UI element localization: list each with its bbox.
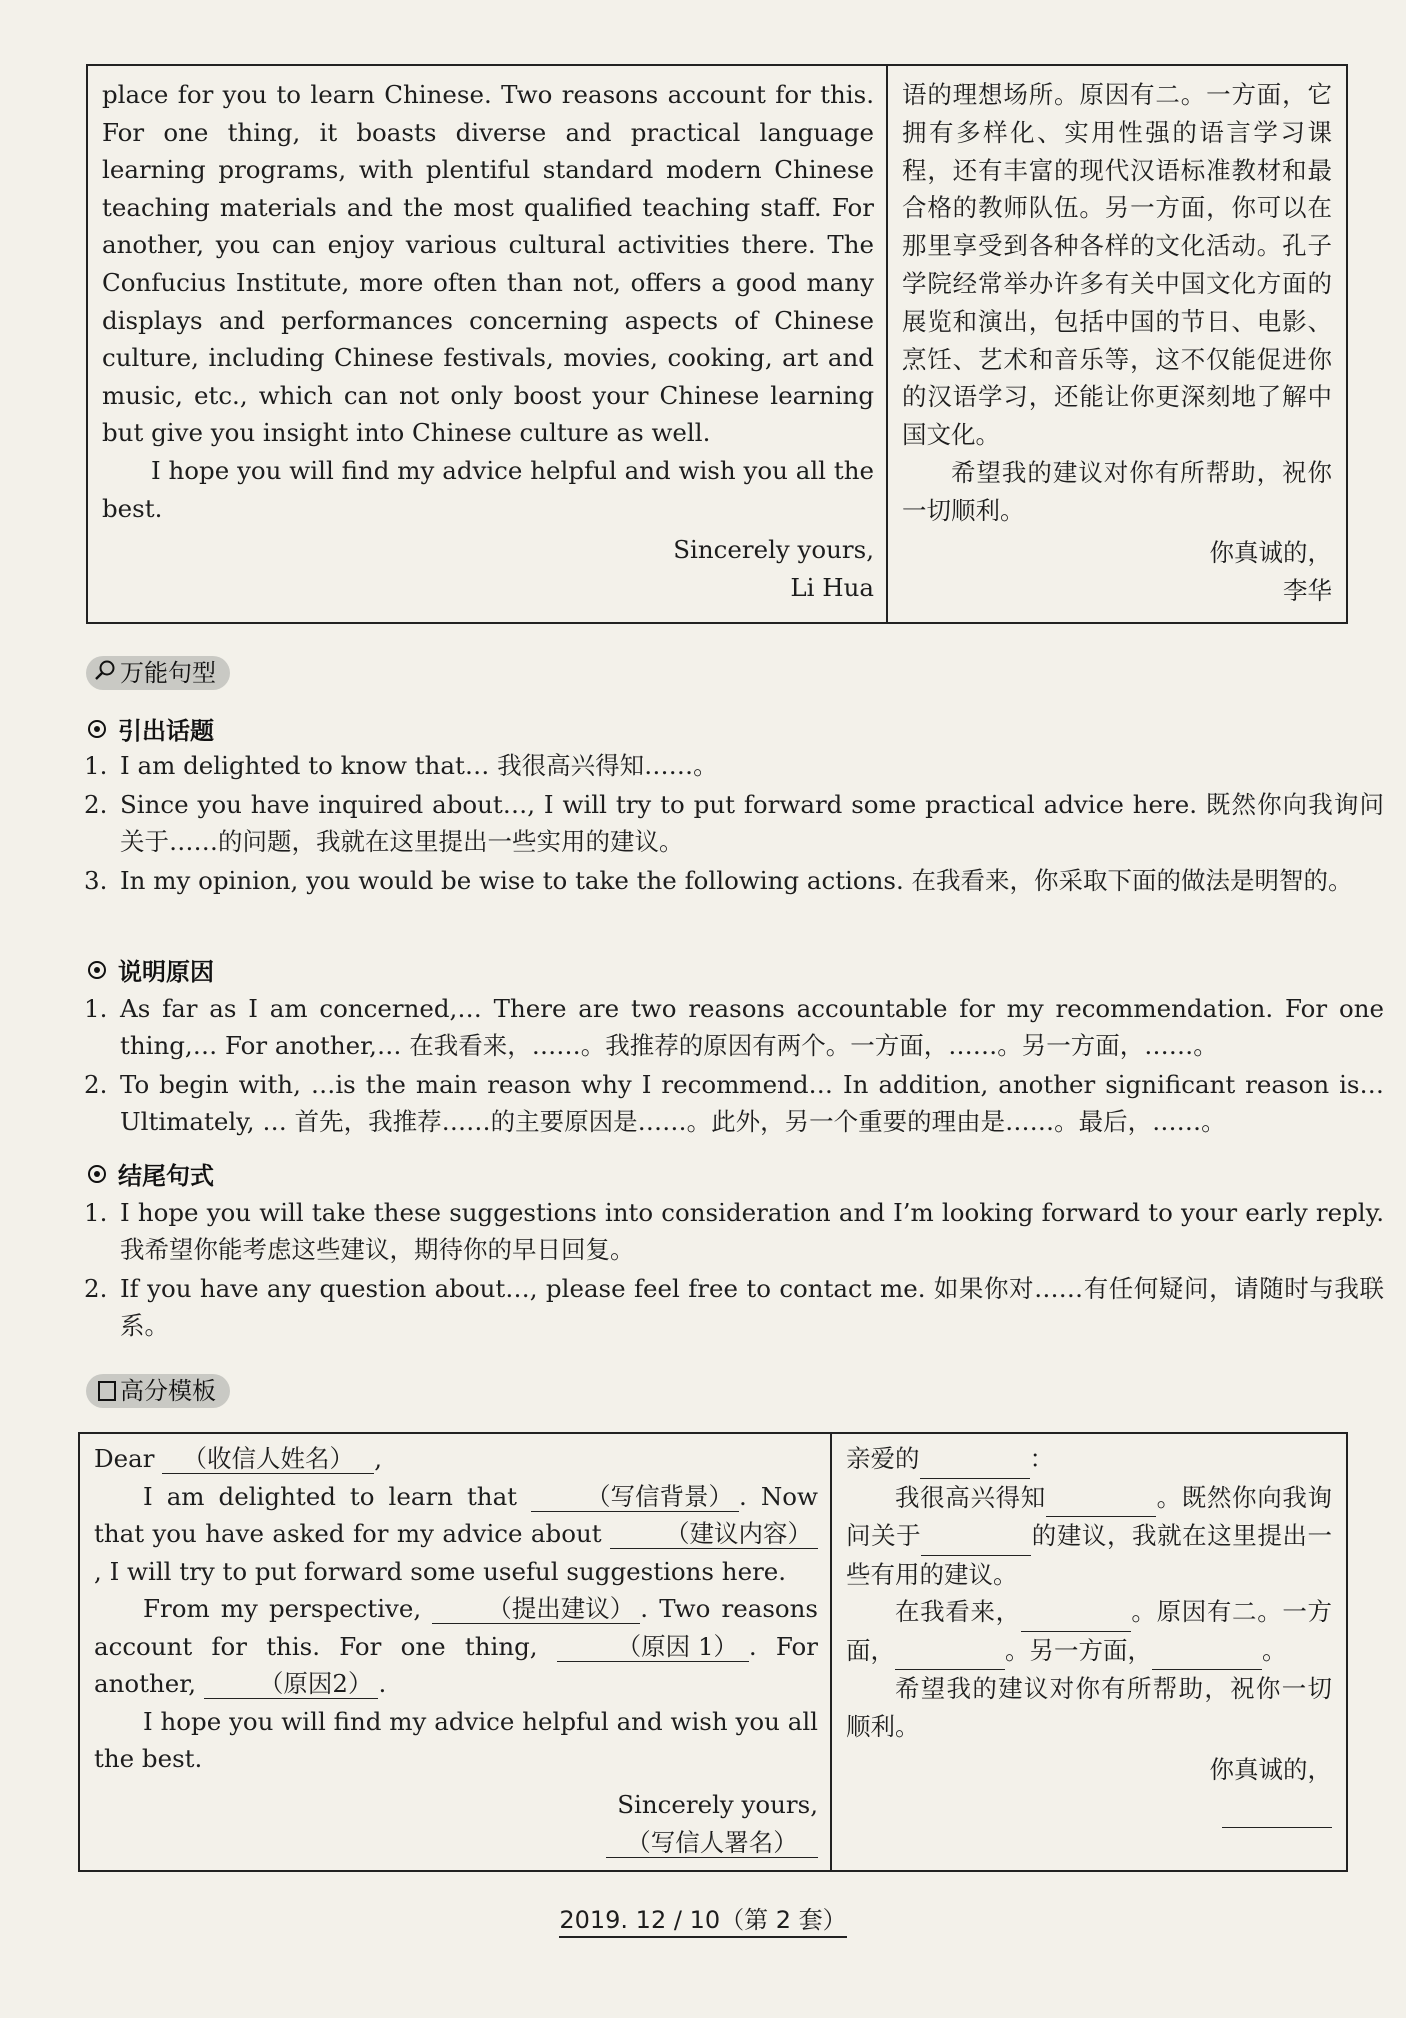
letter-english-column (88, 66, 888, 622)
sentence-item: 3. In my opinion, you would be wise to take the following actions. 在我看来，你采取下面的做法是明智的。 (84, 866, 1353, 895)
group-title-reasons: 说明原因 (88, 952, 214, 987)
page-footer (0, 1900, 1406, 1935)
blank-line (1222, 1789, 1332, 1828)
blank-line (920, 1440, 1030, 1479)
letter-zh-signature: 李华 (1283, 575, 1332, 605)
letter-zh-closing: 你真诚的， (1209, 537, 1332, 567)
section-label-sentences (86, 656, 230, 690)
letter-zh-paragraph-1: 语的理想场所。原因有二。一方面，它拥有多样化、实用性强的语言学习课程，还有丰富的现代汉语标准教材和最合格的教师队伍。另一方面，你可以在那里享受到各种各样的文化活动。孔子学院经常举办许多有关中国文化方面的展览和演出，包括中国的节日、电影、烹饪、艺术和音乐等，这不仅能促进你的汉语学习，还能让你更深刻地了解中国文化。 (902, 80, 1332, 450)
section-label-text: 高分模板 (120, 1377, 216, 1405)
sentence-item: 2. If you have any question about…, please feel free to contact me. 如果你对……有任何疑问，请随时与我联系。 (84, 1274, 1384, 1340)
sentence-item: 1. As far as I am concerned,… There are two reasons accountable for my recommendation. For one thing,… For another,… 在我看来，……。我推荐的原因有两个。一方面，……。另一方面，……。 (84, 994, 1384, 1060)
blank-signature: （写信人署名） (606, 1829, 818, 1858)
magnifier-icon (94, 656, 116, 690)
blank-line (1152, 1632, 1262, 1671)
blank-line (1046, 1479, 1156, 1518)
letter-en-closing: Sincerely yours, (673, 535, 874, 565)
template-zh-paragraph-3: 希望我的建议对你有所帮助，祝你一切顺利。 (846, 1674, 1332, 1741)
blank-suggestion: （提出建议） (432, 1595, 640, 1624)
template-letter-box (78, 1432, 1348, 1872)
square-icon (98, 1381, 116, 1401)
template-zh-paragraph-2: 在我看来， 。原因有二。一方面， 。另一方面， 。 (846, 1593, 1332, 1670)
blank-reason-2: （原因2） (204, 1670, 379, 1699)
bullet-icon (88, 1165, 106, 1183)
issue-number: 2019. 12 / 10（第 2 套） (559, 1906, 846, 1938)
bullet-icon (88, 720, 106, 738)
sentence-item: 2. To begin with, …is the main reason why I recommend… In addition, another significant reason is… Ultimately, … 首先，我推荐……的主要原因是……。此外，另一个重要的理由是……。最后，……。 (84, 1070, 1384, 1136)
blank-recipient: （收信人姓名） (162, 1445, 374, 1474)
template-chinese-column (832, 1434, 1346, 1870)
blank-line (921, 1517, 1031, 1556)
template-zh-paragraph-1: 我很高兴得知 。既然你向我询问关于 的建议，我就在这里提出一些有用的建议。 (846, 1479, 1332, 1594)
template-en-closing: Sincerely yours, (617, 1789, 818, 1819)
sentence-item: 1. I hope you will take these suggestions into consideration and I’m looking forward to your early reply. 我希望你能考虑这些建议，期待你的早日回复。 (84, 1198, 1384, 1264)
template-zh-signature (846, 1789, 1332, 1828)
blank-line (1021, 1593, 1131, 1632)
group-title-closing: 结尾句式 (88, 1156, 214, 1191)
letter-zh-paragraph-2: 希望我的建议对你有所帮助，祝你一切顺利。 (902, 457, 1332, 525)
blank-reason-1: （原因 1） (557, 1633, 749, 1662)
sentence-item: 2. Since you have inquired about…, I will try to put forward some practical advice here. 既然你向我询问关于……的问题，我就在这里提出一些实用的建议。 (84, 790, 1384, 856)
blank-background: （写信背景） (531, 1483, 739, 1512)
sentence-item: 1. I am delighted to know that… 我很高兴得知……。 (84, 751, 718, 780)
letter-en-paragraph-1: place for you to learn Chinese. Two reasons account for this. For one thing, it boasts diverse and practical language learning programs, with plentiful standard modern Chinese teaching materials and the most qualified teaching staff. For another, you can enjoy various cultural activities there. The Confucius Institute, more often than not, offers a good many displays and performances concerning aspects of Chinese culture, including Chinese festivals, movies, cooking, art and music, etc., which can not only boost your Chinese learning but give you insight into Chinese culture as well. (102, 80, 874, 448)
template-en-paragraph-3: I hope you will find my advice helpful and wish you all the best. (94, 1706, 818, 1773)
bullet-icon (88, 961, 106, 979)
blank-advice-content: （建议内容） (610, 1520, 818, 1549)
section-label-text: 万能句型 (120, 659, 216, 687)
template-en-signature (94, 1824, 818, 1862)
template-en-paragraph-2: From my perspective, （提出建议） . Two reasons account for this. For one thing, （原因 1） . For another, （原因2） . (94, 1594, 819, 1698)
template-en-paragraph-1: I am delighted to learn that （写信背景） . Now that you have asked for my advice about （建议内容）, I will try to put forward some useful suggestions here. (94, 1481, 819, 1586)
section-label-template (86, 1374, 230, 1408)
template-english-column (80, 1434, 832, 1870)
template-zh-greeting: 亲爱的 ： (846, 1440, 1332, 1479)
sample-letter-box (86, 64, 1348, 624)
letter-en-signature: Li Hua (790, 573, 874, 603)
blank-line (895, 1632, 1005, 1671)
letter-en-paragraph-2: I hope you will find my advice helpful and wish you all the best. (102, 455, 874, 523)
template-zh-closing: 你真诚的， (1209, 1755, 1332, 1784)
group-title-introduce: 引出话题 (88, 711, 214, 746)
letter-chinese-column (888, 66, 1346, 622)
template-en-greeting: Dear （收信人姓名） , (94, 1444, 383, 1473)
